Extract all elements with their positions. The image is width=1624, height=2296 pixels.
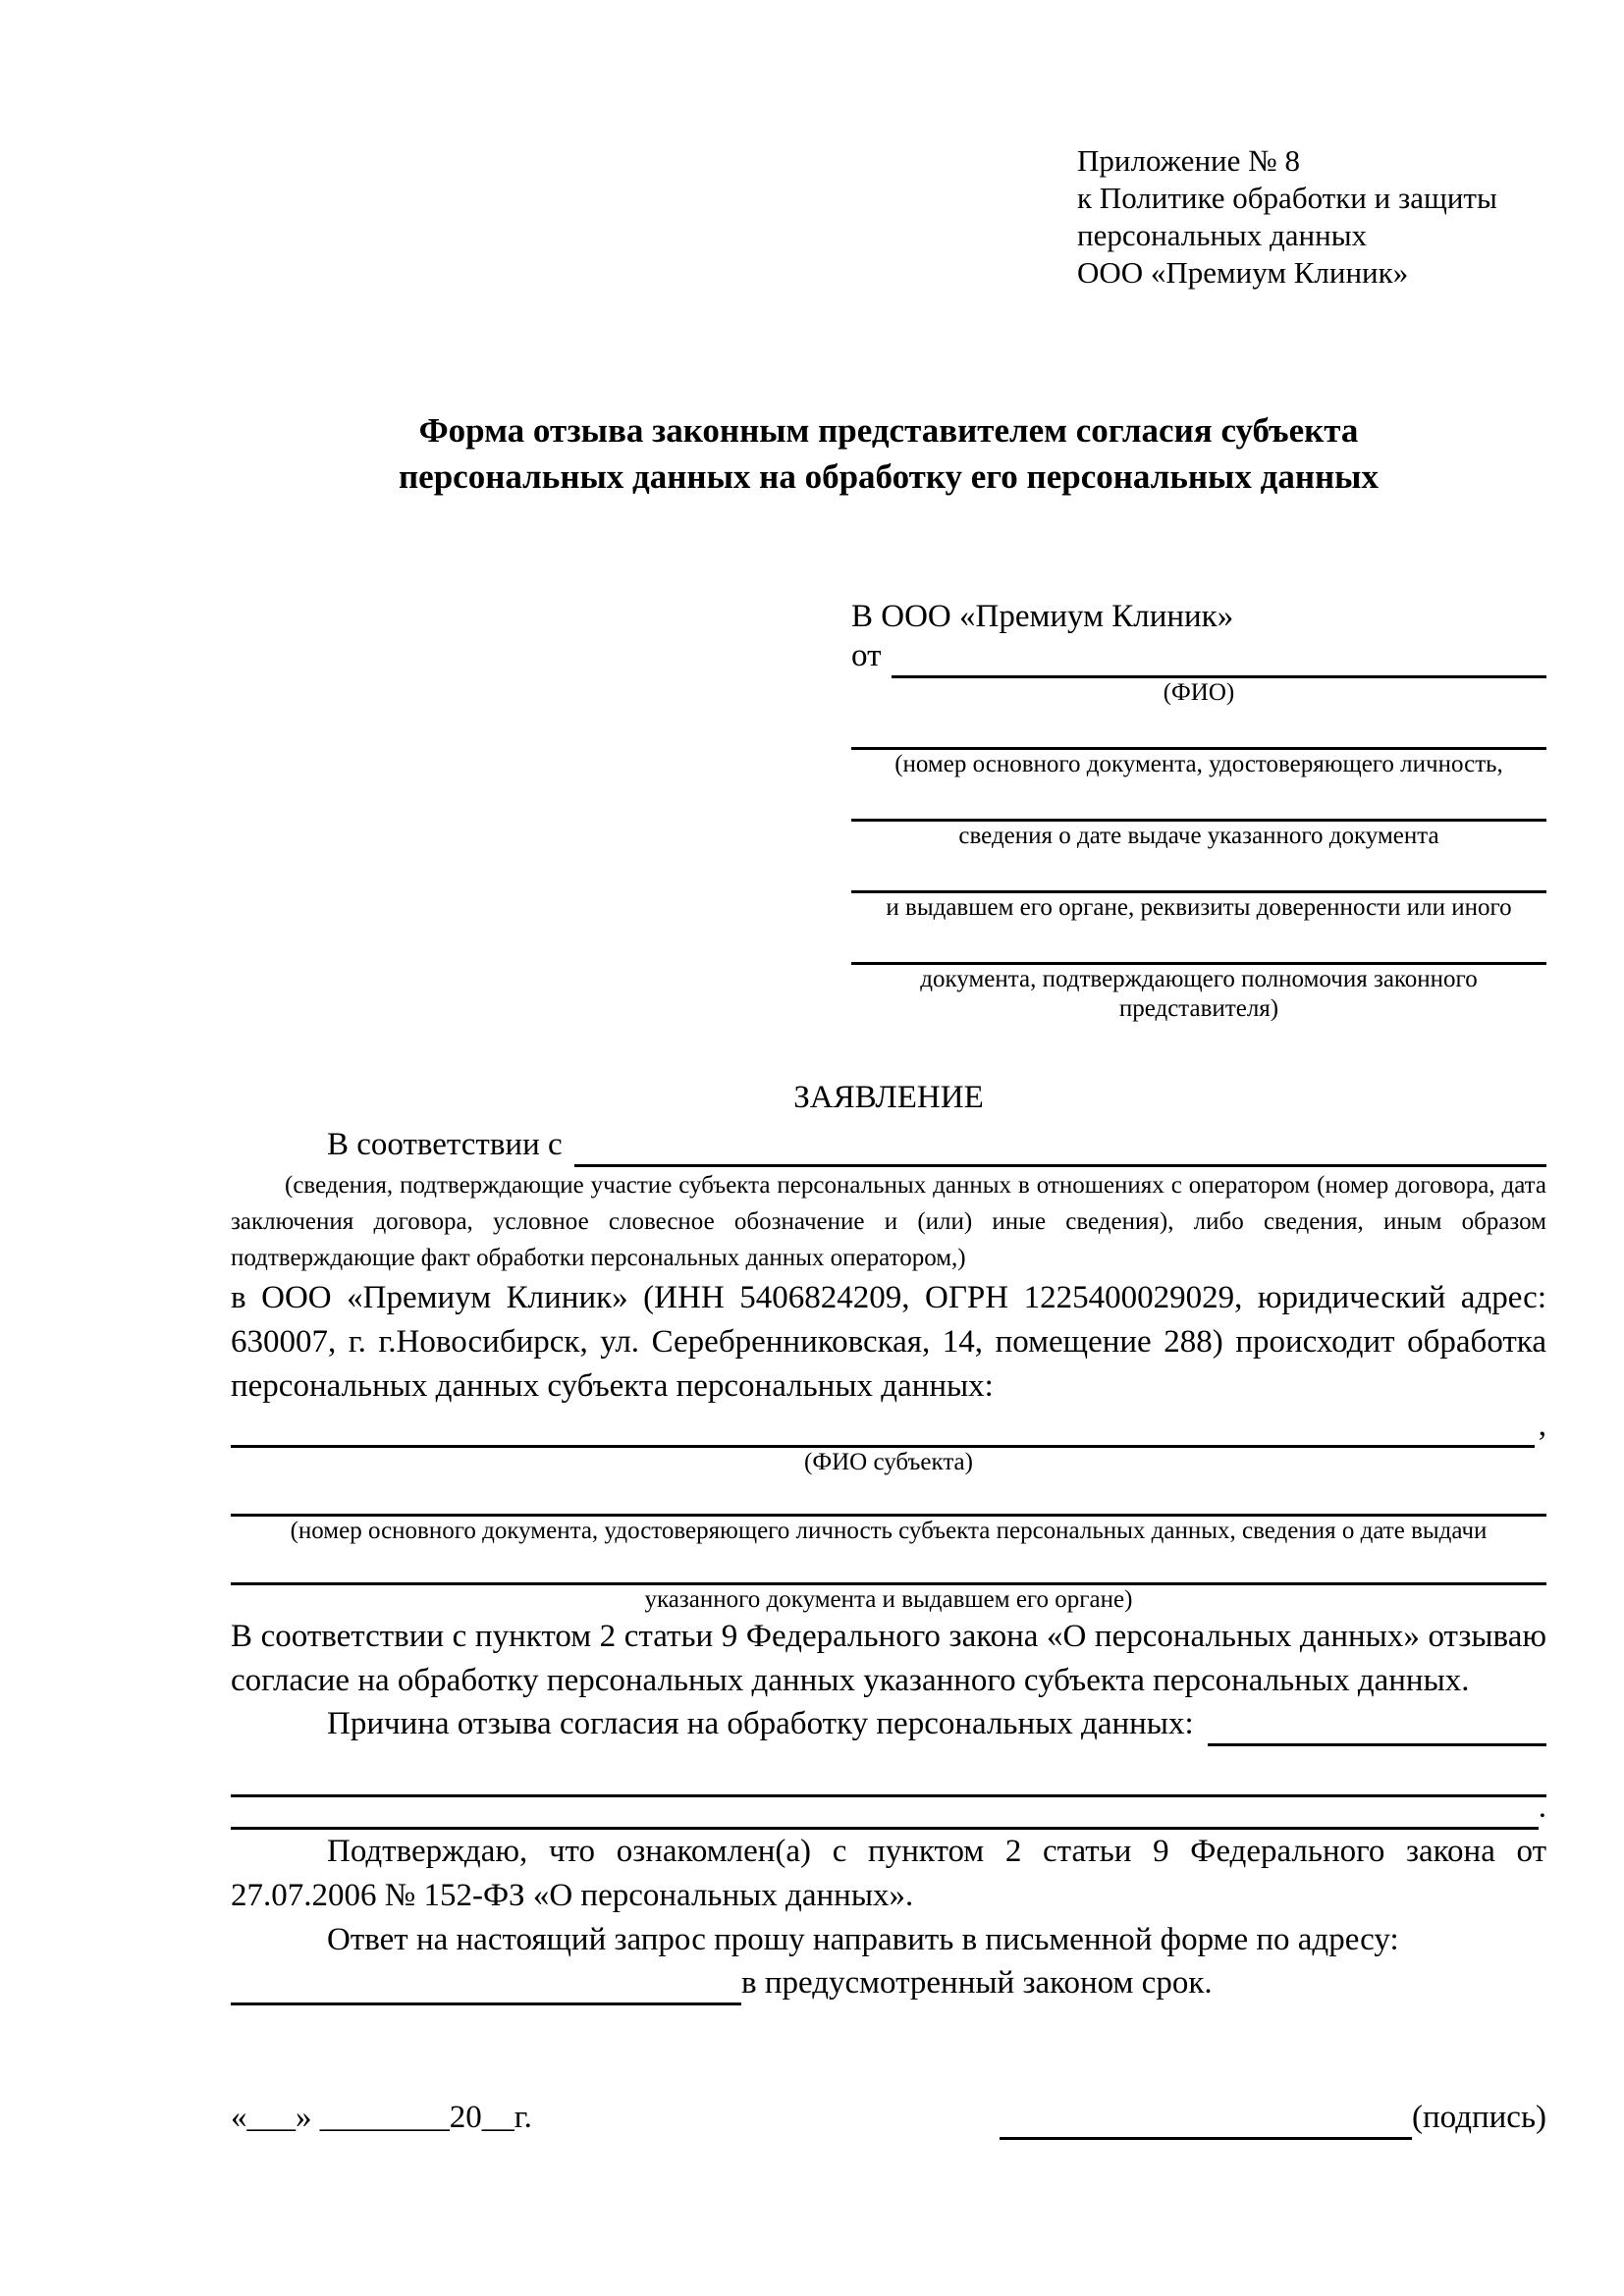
appendix-header-line: ООО «Премиум Клиник» [1077, 255, 1409, 290]
reason-label: Причина отзыва согласия на обработку персональных данных: [327, 1706, 1194, 1741]
appendix-header [1077, 142, 1546, 292]
representative-doc-caption: сведения о дате выдаче указанного документа [958, 823, 1439, 849]
representative-doc-field [851, 721, 1546, 779]
fio-caption: (ФИО) [1163, 679, 1235, 706]
addressee-to: В ООО «Премиум Клиник» [851, 599, 1234, 634]
representative-doc-field [851, 865, 1546, 923]
representative-doc-field [851, 936, 1546, 1024]
withdrawal-paragraph: В соответствии с пунктом 2 статьи 9 Федерального закона «О персональных данных» отзываю согласие на обработку персональных данных указанного субъекта персональных данных. [231, 1619, 1546, 1698]
operator-paragraph: в ООО «Премиум Клиник» (ИНН 5406824209, ОГРН 1225400029029, юридический адрес: 630007, г. г.Новосибирск, ул. Серебренниковская, 14, помещение 288) происходит обработка персональных данных субъекта персональных данных: [231, 1280, 1546, 1404]
addressee-block [851, 596, 1546, 1024]
subject-fio-caption: (ФИО субъекта) [804, 1449, 973, 1475]
reply-address-row [231, 1962, 1546, 2005]
signature-caption: (подпись) [1412, 2100, 1546, 2135]
appendix-header-line: Приложение № 8 [1077, 143, 1300, 178]
reason-input-line[interactable] [1208, 1743, 1546, 1746]
appendix-header-line: к Политике обработки и защиты [1077, 181, 1497, 215]
representative-doc-caption: и выдавшем его органе, реквизиты доверенности или иного [886, 894, 1512, 921]
page-title: Форма отзыва законным представителем согласия субъекта персональных данных на обработку его персональных данных [399, 411, 1379, 496]
reply-paragraph: Ответ на настоящий запрос прошу направить в письменной форме по адресу: [327, 1922, 1399, 1957]
reply-tail: в предусмотренный законом срок. [741, 1965, 1213, 2001]
subject-doc-field-2 [231, 1546, 1546, 1615]
subject-doc-field [231, 1477, 1546, 1546]
subject-fio-field [231, 1409, 1546, 1477]
subject-doc-row [231, 1477, 1546, 1517]
subject-line-suffix: , [1538, 1408, 1546, 1443]
signature-input-line[interactable] [1000, 2100, 1412, 2140]
accordance-row [231, 1124, 1546, 1167]
representative-doc-field [851, 793, 1546, 851]
representative-doc-input-line[interactable] [851, 793, 1546, 822]
subject-doc-caption: (номер основного документа, удостоверяющего личность субъекта персональных данных, сведения о дате выдачи [290, 1518, 1488, 1544]
reason-blank-row-2 [231, 1789, 1546, 1830]
subject-doc-caption-2: указанного документа и выдавшем его органе) [644, 1586, 1133, 1613]
representative-doc-caption: документа, подтверждающего полномочия законного представителя) [920, 966, 1478, 1022]
representative-doc-input-line[interactable] [851, 721, 1546, 750]
signature-group [1000, 2096, 1546, 2140]
confirmation-paragraph: Подтверждаю, что ознакомлен(а) с пунктом 2 статьи 9 Федерального закона от 27.07.2006 № 152-ФЗ «О персональных данных». [231, 1834, 1546, 1913]
representative-doc-input-line[interactable] [851, 865, 1546, 893]
representative-doc-input-line[interactable] [851, 936, 1546, 965]
statement-heading: ЗАЯВЛЕНИЕ [793, 1080, 984, 1115]
accordance-caption: (сведения, подтверждающие участие субъекта персональных данных в отношениях с оператором (номер договора, дата заключения договора, условное словесное обозначение и (или) иные сведения), либо сведения, иным образом подтверждающие факт обработки персональных данных оператором,) [231, 1172, 1546, 1271]
from-label: от [851, 638, 882, 673]
footer-row [231, 2096, 1546, 2140]
reason-row [231, 1703, 1546, 1746]
reply-address-input-line[interactable] [231, 2002, 741, 2005]
date-field[interactable]: «___» ________20__г. [231, 2100, 532, 2135]
reason-blank-row-1 [231, 1746, 1546, 1797]
accordance-label: В соответствии с [327, 1127, 563, 1162]
appendix-header-line: персональных данных [1077, 218, 1368, 252]
reason-line-suffix: . [1538, 1789, 1546, 1825]
reason-input-line-2[interactable] [231, 1794, 1546, 1797]
representative-doc-caption: (номер основного документа, удостоверяющего личность, [894, 751, 1503, 777]
subject-doc-row-2 [231, 1546, 1546, 1585]
subject-fio-row [231, 1409, 1546, 1448]
from-row [851, 637, 1546, 678]
